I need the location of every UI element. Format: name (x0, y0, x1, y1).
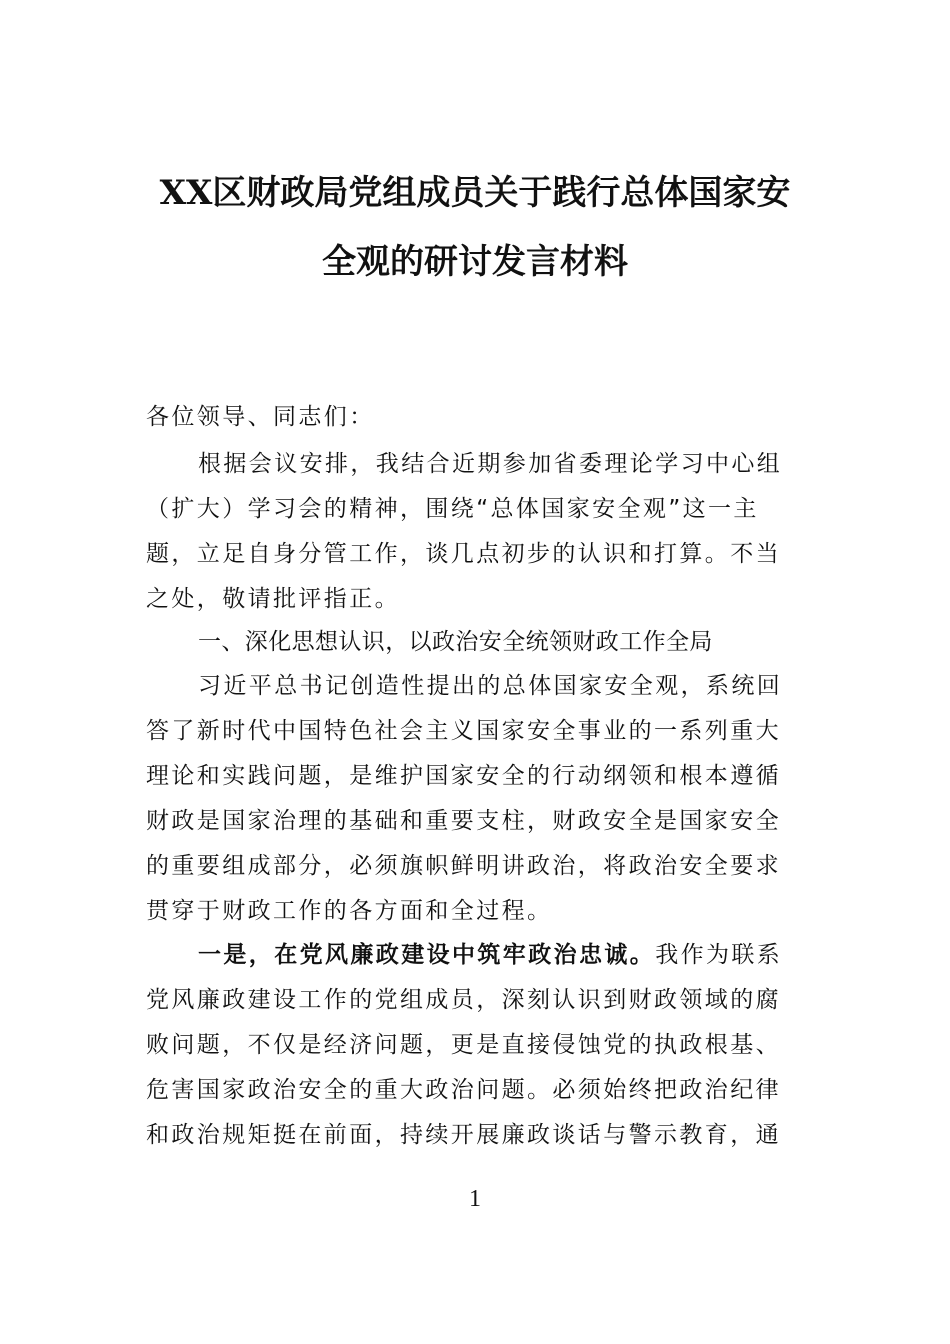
page-number: 1 (469, 1186, 481, 1212)
point1-line-3: 败问题，不仅是经济问题，更是直接侵蚀党的执政根基、 (146, 1032, 781, 1058)
section1-line-5: 的重要组成部分，必须旗帜鲜明讲政治，将政治安全要求 (146, 853, 781, 879)
point1-first-line (198, 932, 782, 978)
section1-line-3: 理论和实践问题，是维护国家安全的行动纲领和根本遵循 (146, 763, 781, 789)
section1-line-6: 贯穿于财政工作的各方面和全过程。 (146, 898, 553, 924)
point1-first-line-rest: 我作为联系 (655, 942, 783, 968)
document-title-line-2: 全观的研讨发言材料 (322, 242, 628, 282)
section-heading-1: 一、深化思想认识，以政治安全统领财政工作全局 (198, 629, 713, 655)
intro-line-1: 根据会议安排，我结合近期参加省委理论学习中心组 (198, 451, 783, 477)
intro-line-3: 题，立足自身分管工作，谈几点初步的认识和打算。不当 (146, 541, 781, 567)
intro-line-4: 之处，敬请批评指正。 (146, 586, 400, 612)
salutation: 各位领导、同志们： (146, 404, 375, 430)
point1-line-2: 党风廉政建设工作的党组成员，深刻认识到财政领域的腐 (146, 987, 781, 1013)
point1-line-4: 危害国家政治安全的重大政治问题。必须始终把政治纪律 (146, 1077, 781, 1103)
section1-line-2: 答了新时代中国特色社会主义国家安全事业的一系列重大 (146, 718, 781, 744)
document-title-line-1: XX区财政局党组成员关于践行总体国家安 (159, 173, 791, 213)
section1-line-4: 财政是国家治理的基础和重要支柱，财政安全是国家安全 (146, 808, 781, 834)
intro-line-2: （扩大）学习会的精神，围绕“总体国家安全观”这一主 (146, 496, 759, 522)
point1-line-5: 和政治规矩挺在前面，持续开展廉政谈话与警示教育，通 (146, 1122, 781, 1148)
section1-line-1: 习近平总书记创造性提出的总体国家安全观，系统回 (198, 673, 783, 699)
point1-lead: 一是，在党风廉政建设中筑牢政治忠诚。 (198, 942, 656, 968)
